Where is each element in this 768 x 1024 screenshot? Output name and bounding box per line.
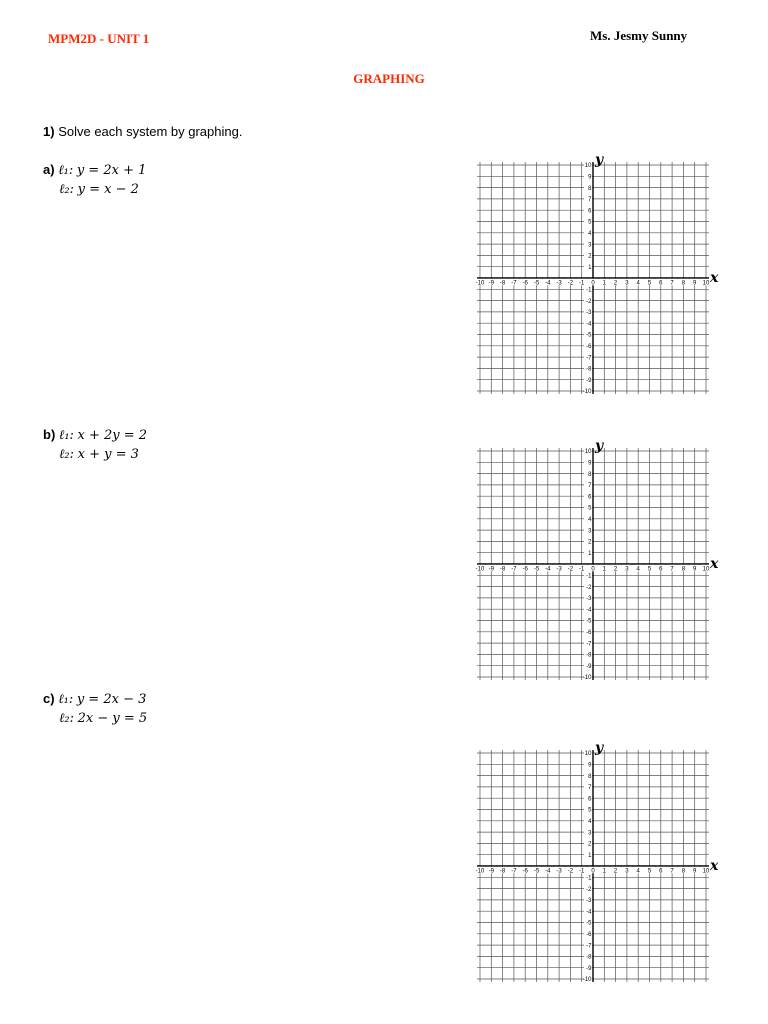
x-tick-label: -6 [522, 566, 528, 573]
x-tick-label: 9 [693, 280, 697, 287]
x-tick-label: -6 [522, 280, 528, 287]
x-tick-label: 2 [613, 566, 618, 573]
line-label: ℓ₁: [58, 692, 74, 707]
line-equation: y = 2x − 3 [76, 692, 147, 707]
x-tick-label: 7 [670, 868, 674, 875]
y-tick-label: 8 [588, 185, 592, 192]
x-tick-label: -7 [511, 280, 517, 287]
x-tick-label: -1 [579, 280, 585, 287]
y-tick-label: -7 [586, 641, 592, 648]
y-tick-label: 2 [588, 841, 592, 848]
x-tick-label: -4 [545, 868, 551, 875]
y-tick-label: 10 [584, 751, 592, 758]
x-tick-label: 5 [647, 280, 652, 287]
x-tick-label: -7 [511, 566, 517, 573]
x-tick-label: -3 [556, 280, 562, 287]
y-tick-label: 1 [588, 852, 592, 859]
x-tick-label: 3 [625, 868, 629, 875]
y-tick-label: 2 [588, 539, 592, 546]
y-tick-label: -9 [586, 663, 592, 670]
question-instruction [43, 124, 242, 139]
y-tick-label: 8 [588, 773, 592, 780]
y-tick-label: -6 [586, 344, 592, 350]
x-tick-label: 3 [625, 280, 629, 287]
y-tick-label: 5 [588, 219, 592, 226]
x-tick-label: -9 [488, 566, 494, 573]
y-tick-label: 5 [588, 807, 592, 814]
y-tick-label: -5 [586, 618, 592, 625]
y-tick-label: 6 [588, 494, 592, 501]
line-label: ℓ₁: [58, 163, 74, 178]
y-axis-label: y [595, 740, 604, 756]
x-tick-label: -8 [499, 868, 506, 875]
x-tick-label: 10 [702, 280, 710, 287]
y-tick-label: 9 [588, 762, 592, 769]
line-equation: y = 2x + 1 [76, 163, 147, 178]
y-tick-label: -8 [586, 954, 592, 961]
line-equation: y = x − 2 [77, 182, 139, 197]
x-tick-label: 8 [681, 280, 686, 287]
y-tick-label: -4 [586, 321, 592, 328]
x-tick-label: 0 [591, 868, 595, 875]
y-tick-label: -6 [586, 630, 592, 636]
x-axis-label: x [710, 270, 719, 286]
y-tick-label: -3 [586, 310, 592, 317]
y-tick-label: 8 [588, 471, 592, 478]
x-tick-label: -2 [567, 868, 574, 875]
x-tick-label: -3 [556, 566, 562, 573]
x-tick-label: -4 [545, 566, 551, 573]
y-tick-label: -10 [582, 977, 592, 984]
x-tick-label: -9 [488, 868, 494, 875]
x-tick-label: -10 [475, 868, 485, 875]
x-tick-label: -9 [488, 280, 494, 287]
y-tick-label: -8 [586, 652, 592, 659]
problem-letter: b) [43, 427, 56, 442]
coordinate-grid-a[interactable] [472, 152, 722, 399]
y-tick-label: -5 [586, 920, 592, 927]
y-tick-label: 6 [588, 796, 592, 803]
problem-b [43, 426, 147, 464]
line-equation: 2x − y = 5 [77, 711, 148, 726]
y-tick-label: 9 [588, 174, 592, 181]
y-tick-label: -7 [586, 355, 592, 362]
y-tick-label: 4 [588, 819, 592, 825]
y-tick-label: 10 [584, 163, 592, 170]
x-tick-label: -10 [475, 280, 485, 287]
y-tick-label: 3 [588, 528, 592, 535]
problem-b-line2 [43, 445, 147, 464]
y-tick-label: 7 [588, 197, 592, 204]
line-label: ℓ₂: [59, 182, 75, 197]
y-tick-label: -9 [586, 377, 592, 384]
x-tick-label: -8 [499, 280, 506, 287]
line-label: ℓ₁: [58, 428, 74, 443]
y-tick-label: 3 [588, 242, 592, 249]
line-label: ℓ₂: [59, 447, 75, 462]
line-equation: x + y = 3 [77, 447, 139, 462]
y-tick-label: 6 [588, 208, 592, 215]
y-tick-label: -10 [582, 389, 592, 396]
x-tick-label: -1 [579, 566, 585, 573]
x-tick-label: -6 [522, 868, 528, 875]
x-tick-label: 1 [602, 280, 606, 287]
x-tick-label: 5 [647, 868, 652, 875]
x-tick-label: -5 [533, 566, 540, 573]
course-code: MPM2D - UNIT 1 [48, 31, 150, 46]
x-tick-label: -2 [567, 566, 574, 573]
grid-svg [472, 740, 722, 987]
y-tick-label: -3 [586, 898, 592, 905]
y-tick-label: -2 [586, 298, 592, 305]
x-tick-label: 7 [670, 566, 674, 573]
grid-svg [472, 438, 722, 685]
question-text: Solve each system by graphing. [58, 124, 243, 139]
y-tick-label: -1 [586, 287, 592, 294]
x-axis-label: x [710, 858, 719, 874]
y-tick-label: -4 [586, 909, 592, 916]
coordinate-grid-c[interactable] [472, 740, 722, 987]
x-tick-label: -5 [533, 280, 540, 287]
question-number: 1) [43, 124, 55, 139]
y-tick-label: -10 [582, 675, 592, 682]
x-tick-label: 4 [636, 566, 640, 573]
y-tick-label: -2 [586, 886, 592, 893]
problem-b-line1 [43, 426, 147, 445]
x-tick-label: 0 [591, 280, 595, 287]
x-tick-label: -2 [567, 280, 574, 287]
problem-c-line2 [43, 709, 147, 728]
x-tick-label: 1 [602, 566, 606, 573]
problem-a [43, 161, 146, 199]
y-tick-label: -7 [586, 943, 592, 950]
x-tick-label: 10 [702, 566, 710, 573]
problem-c [43, 690, 147, 728]
y-tick-label: -9 [586, 965, 592, 972]
y-tick-label: 5 [588, 505, 592, 512]
coordinate-grid-b[interactable] [472, 438, 722, 685]
y-tick-label: 7 [588, 785, 592, 792]
grid-svg [472, 152, 722, 399]
problem-letter: c) [43, 691, 55, 706]
teacher-name: Ms. Jesmy Sunny [590, 28, 688, 43]
x-tick-label: 9 [693, 868, 697, 875]
y-tick-label: 7 [588, 483, 592, 490]
y-tick-label: 1 [588, 264, 592, 271]
y-axis-label: y [595, 438, 604, 454]
x-tick-label: -3 [556, 868, 562, 875]
y-tick-label: 10 [584, 449, 592, 456]
x-tick-label: 3 [625, 566, 629, 573]
y-tick-label: -8 [586, 366, 592, 373]
x-tick-label: -7 [511, 868, 517, 875]
x-tick-label: 6 [659, 868, 663, 875]
y-tick-label: -5 [586, 332, 592, 339]
x-axis-label: x [710, 556, 719, 572]
x-tick-label: 1 [602, 868, 606, 875]
y-tick-label: -1 [586, 573, 592, 580]
problem-a-line1 [43, 161, 146, 180]
y-tick-label: 4 [588, 231, 592, 237]
y-tick-label: -1 [586, 875, 592, 882]
x-tick-label: 5 [647, 566, 652, 573]
x-tick-label: 10 [702, 868, 710, 875]
page-title: GRAPHING [353, 71, 425, 86]
problem-a-line2 [43, 180, 146, 199]
x-tick-label: 6 [659, 280, 663, 287]
y-tick-label: -3 [586, 596, 592, 603]
x-tick-label: -8 [499, 566, 506, 573]
y-tick-label: -4 [586, 607, 592, 614]
x-tick-label: 2 [613, 280, 618, 287]
x-tick-label: -10 [475, 566, 485, 573]
y-tick-label: 9 [588, 460, 592, 467]
y-axis-label: y [595, 152, 604, 168]
problem-c-line1 [43, 690, 147, 709]
x-tick-label: 4 [636, 868, 640, 875]
x-tick-label: 4 [636, 280, 640, 287]
x-tick-label: -4 [545, 280, 551, 287]
line-equation: x + 2y = 2 [77, 428, 148, 443]
x-tick-label: -1 [579, 868, 585, 875]
x-tick-label: -5 [533, 868, 540, 875]
x-tick-label: 8 [681, 566, 686, 573]
problem-letter: a) [43, 162, 55, 177]
y-tick-label: 2 [588, 253, 592, 260]
y-tick-label: -2 [586, 584, 592, 591]
y-tick-label: -6 [586, 932, 592, 938]
line-label: ℓ₂: [59, 711, 75, 726]
x-tick-label: 0 [591, 566, 595, 573]
y-tick-label: 4 [588, 517, 592, 523]
x-tick-label: 7 [670, 280, 674, 287]
y-tick-label: 1 [588, 550, 592, 557]
y-tick-label: 3 [588, 830, 592, 837]
x-tick-label: 2 [613, 868, 618, 875]
x-tick-label: 8 [681, 868, 686, 875]
x-tick-label: 9 [693, 566, 697, 573]
x-tick-label: 6 [659, 566, 663, 573]
